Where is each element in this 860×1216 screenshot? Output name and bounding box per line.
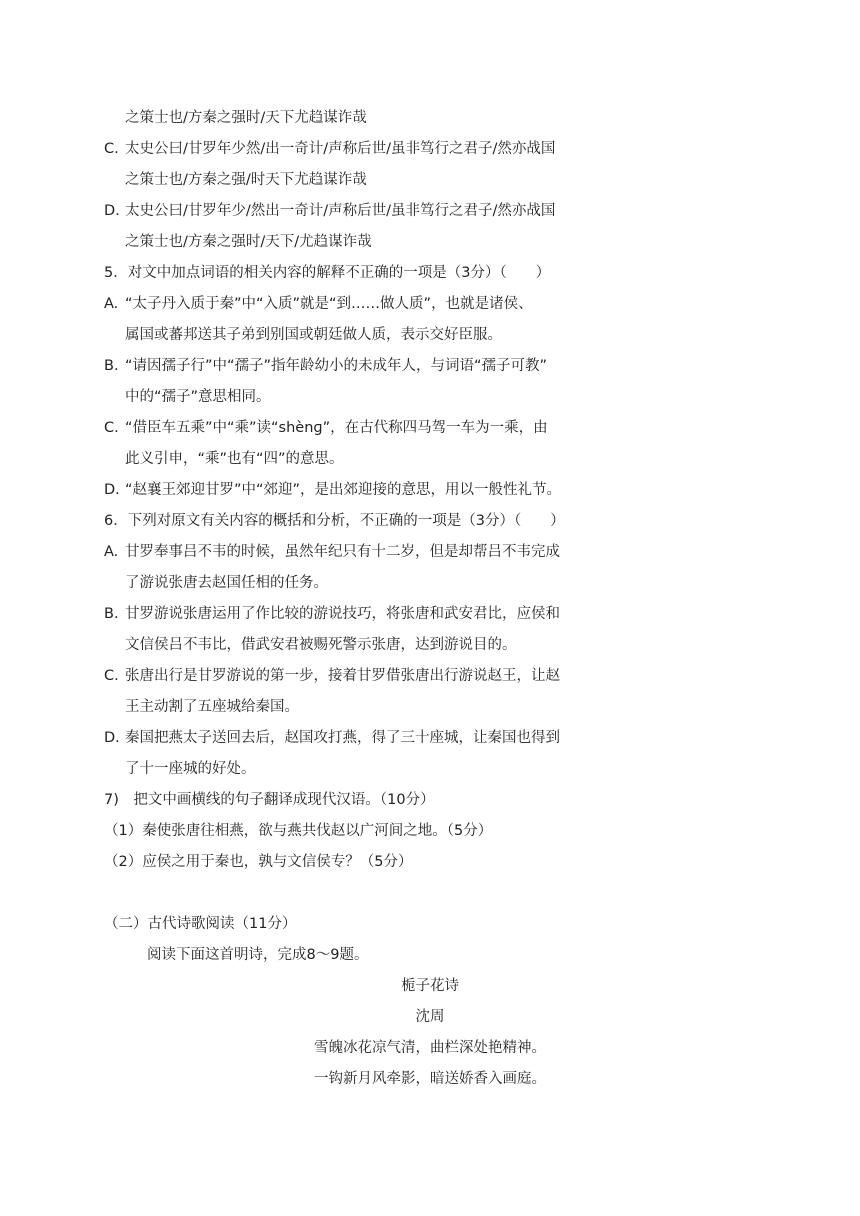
q5-option-a-line1: “太子丹入质于秦”中“入质”就是“到……做人质”，也就是诸侯、 <box>125 296 533 312</box>
q5-option-d-line1: “赵襄王郊迎甘罗”中“郊迎”，是出郊迎接的意思，用以一般性礼节。 <box>125 482 562 498</box>
poem-line-1: 雪魄冰花凉气清，曲栏深处艳精神。 <box>314 1040 546 1056</box>
poem-author: 沈周 <box>415 1009 445 1025</box>
q5-option-a-line2: 属国或蕃邦送其子弟到别国或朝廷做人质，表示交好臣服。 <box>125 327 502 343</box>
q6-option-d-label: D. <box>104 730 120 746</box>
q5-option-c-label: C. <box>104 420 119 436</box>
q5-option-d <box>104 480 561 500</box>
q5-option-a-label: A. <box>104 296 119 312</box>
q6-option-a <box>104 542 560 562</box>
q4-option-c-line1: 太史公曰/甘罗年少然/出一奇计/声称后世/虽非笃行之君子/然亦战国 <box>125 141 556 157</box>
q6-option-c-line2: 王主动割了五座城给秦国。 <box>125 699 299 715</box>
q6-option-a-line2: 了游说张唐去赵国任相的任务。 <box>125 575 328 591</box>
q7-item-1: （1）秦使张唐往相燕，欲与燕共伐赵以广河间之地。（5分） <box>104 823 493 839</box>
q4-option-c <box>104 139 555 159</box>
q5-option-b-label: B. <box>104 358 119 374</box>
section-instruction: 阅读下面这首明诗，完成8～9题。 <box>147 947 369 963</box>
q4-option-d-line1: 太史公曰/甘罗年少/然出一奇计/声称后世/虽非笃行之君子/然亦战国 <box>125 203 556 219</box>
q5-option-c-line2: 此义引申，“乘”也有“四”的意思。 <box>125 451 344 467</box>
q6-option-b-label: B. <box>104 606 119 622</box>
q5-option-b-line1: “请因孺子行”中“孺子”指年龄幼小的未成年人，与词语“孺子可教” <box>125 358 548 374</box>
q5-option-b-line2: 中的“孺子”意思相同。 <box>125 389 271 405</box>
q5-option-b <box>104 356 547 376</box>
q4-option-d <box>104 201 555 221</box>
q6-option-c-label: C. <box>104 668 119 684</box>
poem-title: 栀子花诗 <box>401 978 459 994</box>
section-heading: （二）古代诗歌阅读（11分） <box>104 916 297 932</box>
q4-option-c-label: C. <box>104 141 119 157</box>
poem-line-2: 一钩新月风牵影，暗送娇香入画庭。 <box>314 1071 546 1087</box>
q5-stem: 5．对文中加点词语的相关内容的解释不正确的一项是（3分）（ ） <box>104 265 551 281</box>
q6-option-a-label: A. <box>104 544 119 560</box>
q6-option-b <box>104 604 560 624</box>
q6-option-a-line1: 甘罗奉事吕不韦的时候，虽然年纪只有十二岁，但是却帮吕不韦完成 <box>125 544 560 560</box>
q6-option-d-line1: 秦国把燕太子送回去后，赵国攻打燕，得了三十座城，让秦国也得到 <box>125 730 560 746</box>
q6-option-c-line1: 张唐出行是甘罗游说的第一步，接着甘罗借张唐出行游说赵王，让赵 <box>125 668 560 684</box>
q6-option-b-line1: 甘罗游说张唐运用了作比较的游说技巧，将张唐和武安君比，应侯和 <box>125 606 560 622</box>
q5-option-a <box>104 294 533 314</box>
q4-option-d-label: D. <box>104 203 120 219</box>
q6-stem: 6．下列对原文有关内容的概括和分析，不正确的一项是（3分）（ ） <box>104 513 565 529</box>
q4-option-c-line2: 之策士也/方秦之强/时天下尤趋谋诈哉 <box>125 172 367 188</box>
q7-item-2: （2）应侯之用于秦也，孰与文信侯专？（5分） <box>104 854 413 870</box>
q4-option-b-continuation: 之策士也/方秦之强时/天下尤趋谋诈哉 <box>125 110 367 126</box>
q6-option-d <box>104 728 560 748</box>
q4-option-d-line2: 之策士也/方秦之强时/天下/尤趋谋诈哉 <box>125 234 372 250</box>
q5-option-d-label: D. <box>104 482 120 498</box>
q5-option-c <box>104 418 548 438</box>
q6-option-c <box>104 666 560 686</box>
q6-option-b-line2: 文信侯吕不韦比，借武安君被赐死警示张唐，达到游说目的。 <box>125 637 517 653</box>
q6-option-d-line2: 了十一座城的好处。 <box>125 761 256 777</box>
q5-option-c-line1: “借臣车五乘”中“乘”读“shènɡ”，在古代称四马驾一车为一乘，由 <box>125 420 548 436</box>
q7-stem: 7) 把文中画横线的句子翻译成现代汉语。（10分） <box>104 792 435 808</box>
